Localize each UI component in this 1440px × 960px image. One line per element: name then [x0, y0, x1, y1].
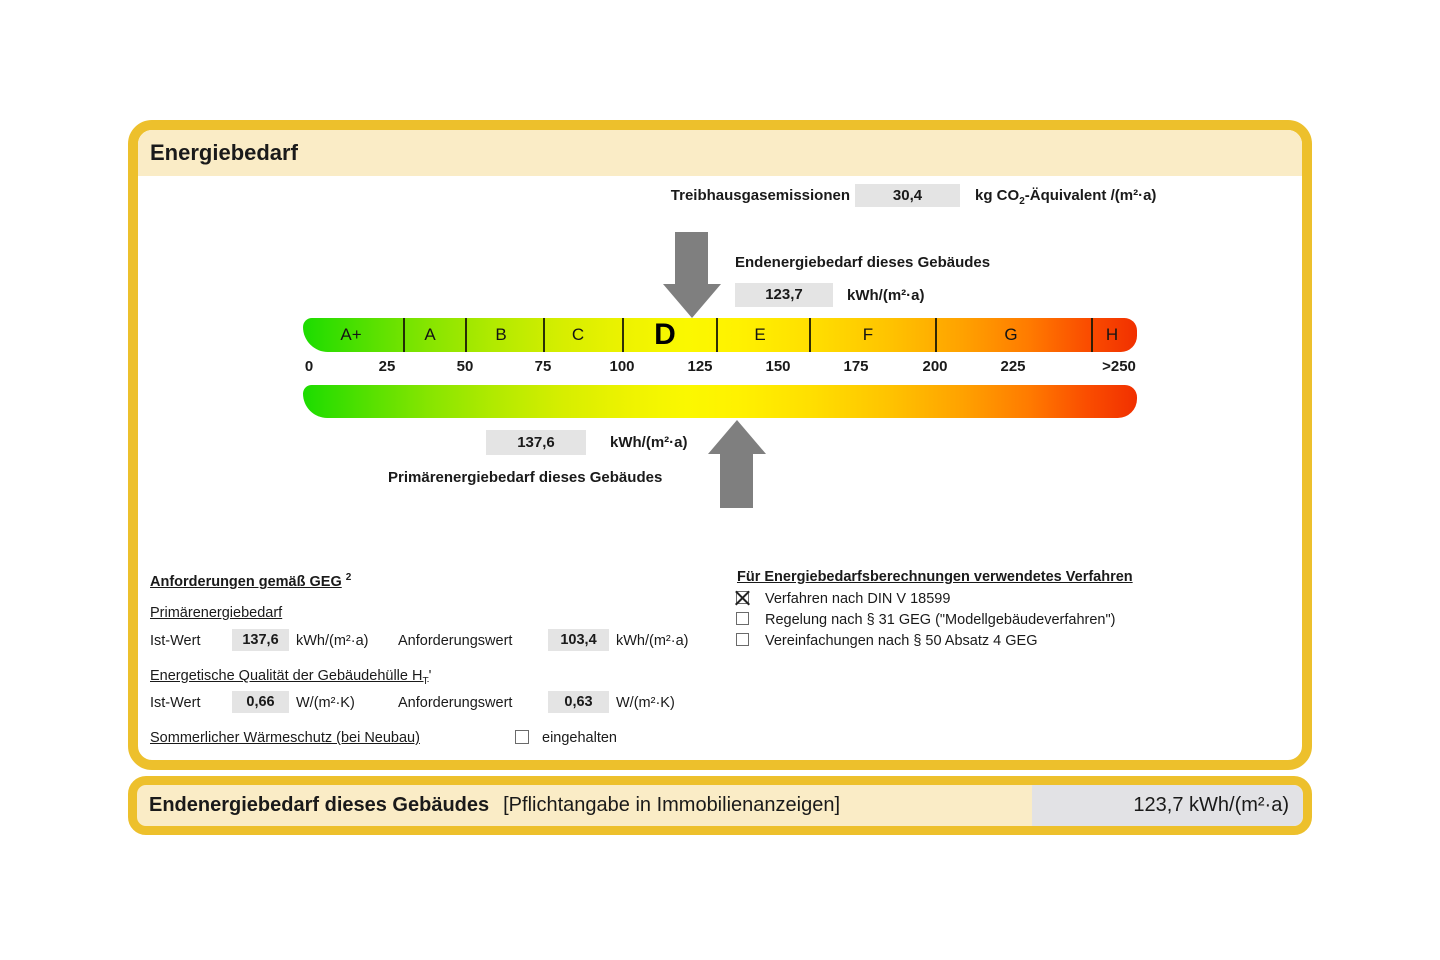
scale-tick	[809, 318, 811, 352]
axis-label-125: 125	[687, 358, 713, 375]
footer-value-box: 123,7 kWh/(m²·a)	[1032, 785, 1303, 826]
axis-label-25: 25	[378, 358, 396, 375]
scale-tick	[543, 318, 545, 352]
verfahren-checkbox-din18599[interactable]	[736, 591, 749, 604]
axis-label-0: 0	[304, 358, 314, 375]
axis-label-250plus: >250	[1102, 358, 1136, 375]
envelope-req-value-box: 0,63	[548, 691, 609, 713]
end-energy-unit: kWh/(m²·a)	[847, 287, 925, 304]
endenergiebedarf-footer-panel	[128, 776, 1312, 835]
class-label-b: B	[495, 325, 507, 344]
end-energy-arrow-shaft	[675, 232, 708, 286]
primary-req-unit: kWh/(m²·a)	[616, 633, 689, 649]
scale-tick	[403, 318, 405, 352]
footer-text	[149, 785, 840, 826]
verfahren-checkbox-vereinfachungen[interactable]	[736, 633, 749, 646]
scale-tick	[935, 318, 937, 352]
primary-ist-unit: kWh/(m²·a)	[296, 633, 369, 649]
scale-tick	[465, 318, 467, 352]
envelope-ist-label: Ist-Wert	[150, 695, 201, 711]
axis-label-200: 200	[922, 358, 948, 375]
axis-label-75: 75	[534, 358, 552, 375]
requirements-heading: Anforderungen gemäß GEG $^2$	[150, 572, 352, 590]
axis-label-50: 50	[456, 358, 474, 375]
panel-header	[138, 130, 1302, 176]
scale-tick	[716, 318, 718, 352]
envelope-subheading: Energetische Qualität der Gebäudehülle $H_T'$	[150, 668, 432, 687]
class-label-h: H	[1105, 325, 1119, 344]
primary-energy-unit: kWh/(m²·a)	[610, 434, 688, 451]
scale-tick	[622, 318, 624, 352]
axis-label-175: 175	[843, 358, 869, 375]
class-label-a: A	[424, 325, 436, 344]
primary-ist-value-box: 137,6	[232, 629, 289, 651]
verfahren-option-label: Vereinfachungen nach § 50 Absatz 4 GEG	[765, 633, 1038, 649]
verfahren-option-label: Regelung nach § 31 GEG ("Modellgebäudeverfahren")	[765, 612, 1116, 628]
primary-energy-scale-band	[303, 385, 1137, 418]
axis-label-225: 225	[1000, 358, 1026, 375]
scale-tick	[1091, 318, 1093, 352]
efficiency-scale-band	[303, 318, 1137, 352]
primary-ist-label: Ist-Wert	[150, 633, 201, 649]
emissions-unit: kg $CO_2$-Äquivalent /(m²·a)	[975, 187, 1157, 207]
emissions-value-box: 30,4	[855, 184, 960, 207]
panel-title: Energiebedarf	[150, 140, 298, 165]
summer-heat-protection-checkbox[interactable]	[515, 730, 529, 744]
verfahren-option-label: Verfahren nach DIN V 18599	[765, 591, 951, 607]
primary-requirement-subheading: Primärenergiebedarf	[150, 605, 283, 621]
class-label-c: C	[571, 325, 585, 344]
primary-energy-arrow-icon	[708, 420, 766, 454]
energiebedarf-panel	[128, 120, 1312, 770]
verfahren-checkbox-modellgebaeude[interactable]	[736, 612, 749, 625]
axis-label-100: 100	[609, 358, 635, 375]
envelope-req-unit: W/(m²·K)	[616, 695, 675, 711]
envelope-ist-value-box: 0,66	[232, 691, 289, 713]
axis-label-150: 150	[765, 358, 791, 375]
end-energy-arrow-icon	[663, 284, 721, 318]
class-label-e: E	[754, 325, 766, 344]
primary-energy-value-box: 137,6	[486, 430, 586, 455]
primary-energy-arrow-shaft	[720, 452, 753, 508]
envelope-ist-unit: W/(m²·K)	[296, 695, 355, 711]
primary-energy-heading: Primärenergiebedarf dieses Gebäudes	[388, 469, 663, 486]
primary-req-value-box: 103,4	[548, 629, 609, 651]
summer-heat-protection-checkbox-label: eingehalten	[542, 730, 617, 746]
end-energy-heading: Endenergiebedarf dieses Gebäudes	[735, 254, 991, 271]
primary-req-label: Anforderungswert	[398, 633, 513, 649]
class-label-f: F	[862, 325, 874, 344]
end-energy-value-box: 123,7	[735, 283, 833, 307]
class-label-g: G	[1004, 325, 1018, 344]
verfahren-heading: Für Energiebedarfsberechnungen verwendetes Verfahren	[737, 569, 1133, 585]
summer-heat-protection-label: Sommerlicher Wärmeschutz (bei Neubau)	[150, 730, 420, 746]
emissions-label: Treibhausgasemissionen	[670, 187, 850, 204]
footer-heading: Endenergiebedarf dieses Gebäudes	[149, 794, 490, 816]
envelope-req-label: Anforderungswert	[398, 695, 513, 711]
class-label-d-current: D	[654, 318, 676, 351]
class-label-aplus: A+	[340, 325, 362, 344]
footer-note: [Pflichtangabe in Immobilienanzeigen]	[503, 794, 840, 816]
